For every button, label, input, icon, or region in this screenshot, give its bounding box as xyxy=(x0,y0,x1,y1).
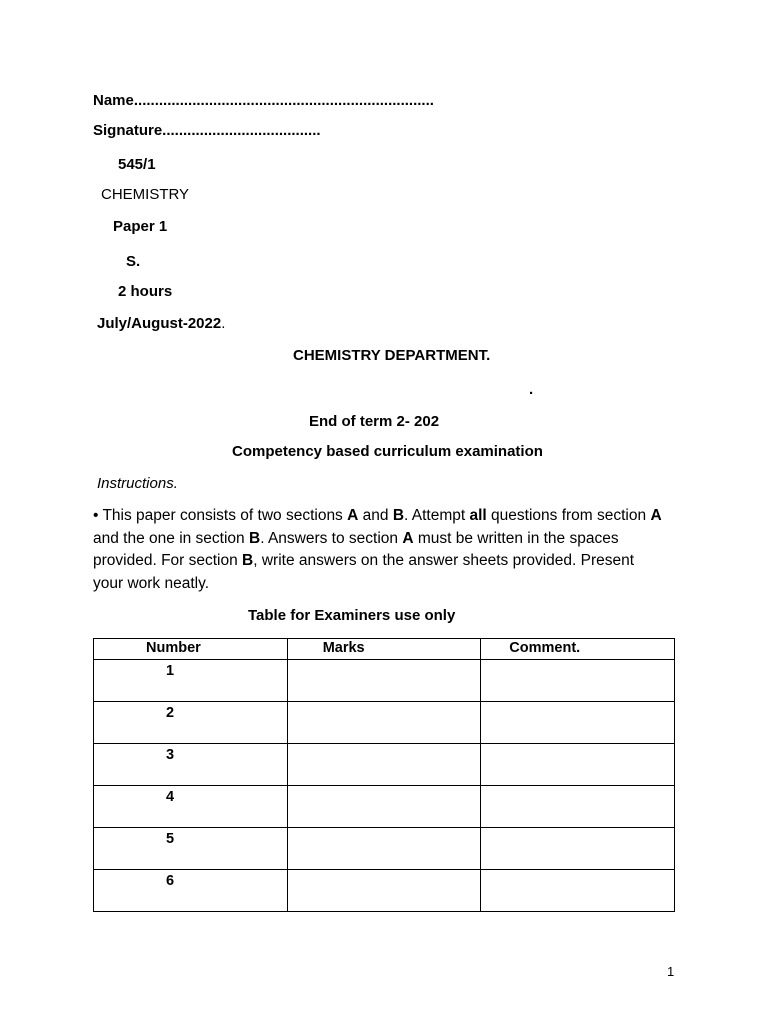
instr-bold: A xyxy=(650,507,662,524)
question-number: 6 xyxy=(166,873,175,889)
question-number: 5 xyxy=(166,831,175,847)
instr-bold: B xyxy=(248,529,261,547)
column-header-label: Number xyxy=(146,640,201,656)
column-header-label: Marks xyxy=(322,640,365,656)
instr-text: , write answers on the answer sheets provided. Present your work neatly. xyxy=(93,552,635,592)
question-number-cell xyxy=(94,744,288,786)
question-number-cell xyxy=(94,660,288,702)
instr-bold: A xyxy=(402,529,414,547)
instr-text: questions from section xyxy=(486,507,651,524)
instr-text: and the one in section xyxy=(93,529,249,547)
instr-bold: A xyxy=(347,507,359,524)
stray-mark: . xyxy=(529,381,534,398)
instr-bold: all xyxy=(469,507,487,524)
instr-text: must be written in the spaces provided. For section xyxy=(93,529,619,569)
table-row xyxy=(94,786,675,828)
class-level: S. xyxy=(126,253,141,270)
name-field-line: Name........................................................................ xyxy=(93,92,434,109)
instr-text: . Attempt xyxy=(404,507,470,524)
question-number: 3 xyxy=(166,747,175,763)
marks-cell xyxy=(287,870,481,912)
question-number: 2 xyxy=(166,705,175,721)
instr-text: • This paper consists of two sections xyxy=(93,507,348,524)
question-number-cell xyxy=(94,870,288,912)
comment-cell xyxy=(481,744,675,786)
column-header-number xyxy=(94,639,288,660)
table-row xyxy=(94,660,675,702)
table-title: Table for Examiners use only xyxy=(248,607,456,624)
table-row xyxy=(94,828,675,870)
signature-field-line: Signature...................................... xyxy=(93,122,321,139)
question-number-cell xyxy=(94,702,288,744)
comment-cell xyxy=(481,660,675,702)
exam-date-line xyxy=(97,315,225,333)
exam-subtitle: Competency based curriculum examination xyxy=(232,443,543,460)
marks-cell xyxy=(287,660,481,702)
instr-text: . Answers to section xyxy=(260,529,403,547)
marks-cell xyxy=(287,786,481,828)
department-title: CHEMISTRY DEPARTMENT. xyxy=(293,347,491,364)
column-header-marks xyxy=(287,639,481,660)
exam-title: End of term 2- 202 xyxy=(309,413,440,430)
instr-bold: B xyxy=(392,507,405,524)
page-number: 1 xyxy=(667,964,675,979)
column-header-comment xyxy=(481,639,675,660)
instr-text: and xyxy=(358,507,393,524)
question-number: 1 xyxy=(166,663,175,679)
question-number: 4 xyxy=(166,789,175,805)
comment-cell xyxy=(481,702,675,744)
comment-cell xyxy=(481,870,675,912)
exam-date: July/August-2022 xyxy=(97,315,222,332)
column-header-label: Comment. xyxy=(509,640,581,656)
instructions-heading: Instructions. xyxy=(97,475,178,492)
instructions-paragraph xyxy=(93,505,668,595)
question-number-cell xyxy=(94,786,288,828)
comment-cell xyxy=(481,786,675,828)
exam-date-period: . xyxy=(221,315,226,332)
exam-duration: 2 hours xyxy=(118,283,173,300)
table-row xyxy=(94,870,675,912)
subject-name: CHEMISTRY xyxy=(101,186,190,203)
marks-cell xyxy=(287,744,481,786)
comment-cell xyxy=(481,828,675,870)
table-header-row xyxy=(94,639,675,660)
paper-code: 545/1 xyxy=(118,156,156,173)
instr-bold: B xyxy=(242,552,254,569)
table-row xyxy=(94,744,675,786)
table-row xyxy=(94,702,675,744)
marks-cell xyxy=(287,702,481,744)
marks-cell xyxy=(287,828,481,870)
paper-number: Paper 1 xyxy=(113,218,168,235)
examiners-table xyxy=(93,638,675,912)
question-number-cell xyxy=(94,828,288,870)
